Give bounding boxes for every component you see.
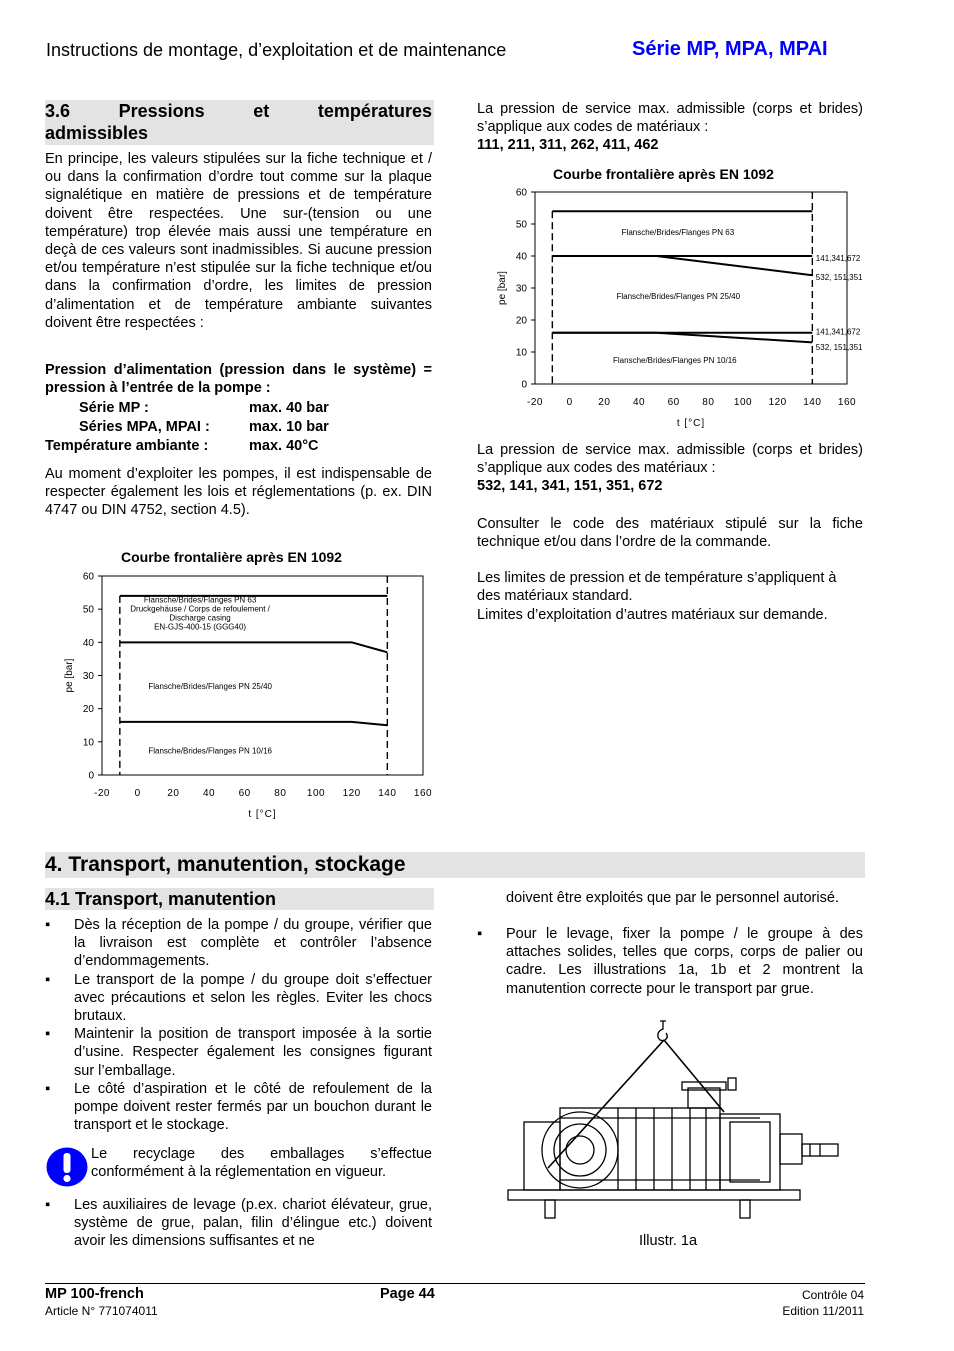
y-tick-label: 30: [82, 671, 94, 682]
series-annotation: Flansche/Brides/Flanges PN 25/40: [616, 292, 741, 302]
series-annotation: Discharge casing: [169, 613, 231, 623]
heading-word: admissibles: [45, 123, 149, 143]
right-paragraph-4a: Les limites de pression et de température s’appliquent à des matériaux standard.: [477, 570, 837, 605]
y-tick-label: 60: [82, 571, 94, 583]
y-tick-label: 10: [82, 737, 94, 749]
material-codes-1: 111, 211, 311, 262, 411, 462: [477, 137, 659, 153]
y-tick-label: 0: [521, 379, 527, 391]
series-annotation: 141,341,672: [815, 327, 861, 337]
list-item: [45, 971, 432, 1026]
x-tick-label: 160: [413, 788, 433, 799]
x-tick-label: 100: [733, 397, 753, 408]
x-axis-label: t [°C]: [676, 418, 706, 429]
heading-word: Pressions: [118, 101, 205, 121]
y-tick-label: 60: [515, 187, 527, 199]
list-item: [45, 1196, 432, 1251]
bullet-icon: ▪: [45, 917, 51, 933]
chart-title: Courbe frontalière après EN 1092: [121, 549, 342, 565]
x-tick-label: 20: [167, 788, 180, 799]
lifting-bullet: [45, 1196, 432, 1251]
x-tick-label: 60: [238, 788, 251, 799]
y-tick-label: 30: [515, 283, 527, 295]
footer-divider: [45, 1283, 865, 1284]
list-item: [45, 1025, 432, 1080]
x-tick-label: 80: [274, 788, 287, 799]
intro-paragraph: En principe, les valeurs stipulées sur la fiche technique et / ou dans la confirmation d’ordre tout comme sur la plaque signalétique en matière de pressions et de température doivent être respectées. Une sur-(tension ou une température) trop élevée mais aussi une température en deçà de ces valeurs sont inadmissibles. Si aucune pression et/ou température n’est stipulée sur la fiche technique et/ou dans la confirmation d’ordre, les limites de pression d’alimentation et de température ambiante suivantes doivent être respectées :: [45, 151, 432, 331]
x-tick-label: 160: [837, 397, 857, 408]
series-annotation: Druckgehäuse / Corps de refoulement /: [130, 604, 270, 614]
x-tick-label: 120: [768, 397, 787, 408]
x-tick-label: 40: [632, 397, 646, 408]
series-annotation: Flansche/Brides/Flanges PN 63: [143, 595, 257, 605]
y-tick-label: 40: [82, 637, 94, 649]
right-paragraph-3: Consulter le code des matériaux stipulé sur la fiche technique et/ou dans l’ordre de la commande.: [477, 516, 863, 551]
ambient-temp-value: max. 40°C: [249, 438, 319, 454]
list-item-text: Dès la réception de la pompe / du groupe, vérifier que la livraison est complète et contrôler l’absence d’endommagements.: [74, 917, 432, 970]
footer-doc-name: MP 100-french: [45, 1286, 144, 1302]
heading-number: 3.6: [45, 101, 71, 121]
list-item: [477, 925, 863, 998]
list-item: [45, 916, 432, 971]
list-item-text: Le transport de la pompe / du groupe doit s’effectuer avec précautions et selon les règles. Eviter les chocs brutaux.: [74, 971, 432, 1025]
document-header-title: Instructions de montage, d’exploitation et de maintenance: [46, 40, 507, 60]
list-item-text: Pour le levage, fixer la pompe / le groupe à des attaches solides, telles que corps, corps de palier ou cadre. Les illustrations 1a, 1b et 2 montrent la manutention correcte pour le transport par grue.: [506, 926, 863, 997]
series-line: [120, 722, 388, 725]
series-annotation: 532, 151,351: [815, 273, 863, 282]
chart-title: Courbe frontalière après EN 1092: [553, 166, 774, 182]
illustration-caption: Illustr. 1a: [639, 1233, 698, 1249]
list-item-text: Le côté d’aspiration et le côté de refoulement de la pompe doivent rester fermés par un bouchon durant le transport et le stockage.: [74, 1080, 432, 1134]
x-tick-label: 60: [667, 397, 680, 408]
bullet-icon: ▪: [45, 1026, 51, 1043]
footer-article: Article N° 771074011: [45, 1304, 158, 1318]
right-paragraph-1: La pression de service max. admissible (corps et brides) s’applique aux codes de matériaux :: [477, 101, 863, 136]
y-tick-label: 20: [515, 315, 527, 327]
limits-table: [45, 399, 432, 456]
x-tick-label: 140: [378, 788, 397, 799]
right-paragraph-4b: Limites d’exploitation d’autres matériaux sur demande.: [477, 607, 828, 623]
series-line: [552, 256, 812, 275]
y-tick-label: 0: [88, 770, 94, 782]
list-item-text: Les auxiliaires de levage (p.ex. chariot élévateur, grue, système de grue, palan, filin d’élingue etc.) doivent avoir les dimensions suffisantes et ne: [74, 1197, 432, 1250]
lifting-bullet-continued: doivent être exploités que par le personnel autorisé.: [506, 890, 839, 906]
series-annotation: Flansche/Brides/Flanges PN 10/16: [613, 356, 737, 366]
material-codes-2: 532, 141, 341, 151, 351, 672: [477, 478, 663, 494]
right-paragraph-2: La pression de service max. admissible (corps et brides) s’applique aux codes des matériaux :: [477, 442, 863, 477]
plot-frame: [535, 192, 847, 384]
x-tick-label: 80: [702, 397, 715, 408]
heading-word: températures: [317, 101, 432, 121]
x-tick-label: -20: [527, 397, 543, 408]
footer-page-number: Page 44: [380, 1286, 435, 1302]
pump-crane-illustration: [500, 1018, 845, 1223]
y-axis-label: pe [bar]: [64, 658, 75, 693]
pressure-temperature-chart: [485, 185, 870, 435]
recycling-warning: Le recyclage des emballages s’effectue conformément à la réglementation en vigueur.: [91, 1146, 432, 1181]
list-item: [45, 1080, 432, 1135]
footer-control: Contrôle 04: [801, 1288, 864, 1302]
series-annotation: Flansche/Brides/Flanges PN 25/40: [148, 681, 272, 691]
x-tick-label: 0: [566, 397, 573, 408]
x-axis-label: t [°C]: [248, 809, 277, 820]
supply-pressure-statement: Pression d’alimentation (pression dans le système) = pression à l’entrée de la pompe :: [45, 362, 432, 397]
pressure-temperature-chart: [55, 568, 440, 823]
x-tick-label: 140: [803, 397, 822, 408]
y-tick-label: 40: [515, 251, 527, 263]
series-annotation: 532, 151,351: [815, 342, 863, 352]
x-tick-label: 100: [306, 788, 326, 799]
series-annotation: EN-GJS-400-15 (GGG40): [154, 622, 247, 632]
ambient-temp-label: Température ambiante :: [45, 438, 209, 454]
y-axis-label: pe [bar]: [497, 271, 508, 305]
bullet-icon: ▪: [45, 1080, 51, 1097]
series-annotation: Flansche/Brides/Flanges PN 10/16: [148, 746, 272, 756]
bullet-icon: ▪: [45, 971, 51, 988]
serie-mp-value: max. 40 bar: [249, 400, 329, 416]
list-item-text: Maintenir la position de transport imposée à la sortie d’usine. Respecter également les consignes figurant sur l’emballage.: [74, 1026, 432, 1079]
crane-bullet: [477, 925, 863, 998]
regulations-paragraph: Au moment d’exploiter les pompes, il est indispensable de respecter également les lois et réglementations (p. ex. DIN 4747 ou DIN 4752, section 4.5).: [45, 466, 432, 519]
section-4-heading: 4. Transport, manutention, stockage: [45, 852, 865, 878]
series-line: [120, 642, 388, 652]
x-tick-label: 120: [342, 788, 361, 799]
bullet-icon: ▪: [477, 926, 483, 942]
series-line: [552, 333, 812, 343]
y-tick-label: 10: [515, 347, 527, 359]
series-annotation: 141,341,672: [815, 253, 861, 263]
series-annotation: Flansche/Brides/Flanges PN 63: [621, 228, 735, 238]
series-mpa-value: max. 10 bar: [249, 419, 329, 435]
x-tick-label: -20: [94, 788, 110, 799]
series-title: Série MP, MPA, MPAI: [632, 38, 828, 60]
transport-bullets: [45, 916, 432, 1134]
exclamation-icon: [46, 1147, 88, 1187]
serie-mp-label: Série MP :: [79, 400, 149, 416]
series-mpa-label: Séries MPA, MPAI :: [79, 419, 210, 435]
y-tick-label: 50: [82, 604, 94, 616]
footer-edition: Edition 11/2011: [782, 1304, 864, 1318]
section-3-6-heading: [45, 100, 434, 145]
x-tick-label: 0: [134, 788, 141, 799]
section-4-1-heading: 4.1 Transport, manutention: [45, 888, 434, 910]
bullet-icon: ▪: [45, 1197, 51, 1213]
y-tick-label: 50: [515, 219, 527, 231]
heading-word: et: [253, 101, 270, 121]
x-tick-label: 40: [202, 788, 216, 799]
x-tick-label: 20: [598, 397, 611, 408]
y-tick-label: 20: [82, 704, 94, 716]
